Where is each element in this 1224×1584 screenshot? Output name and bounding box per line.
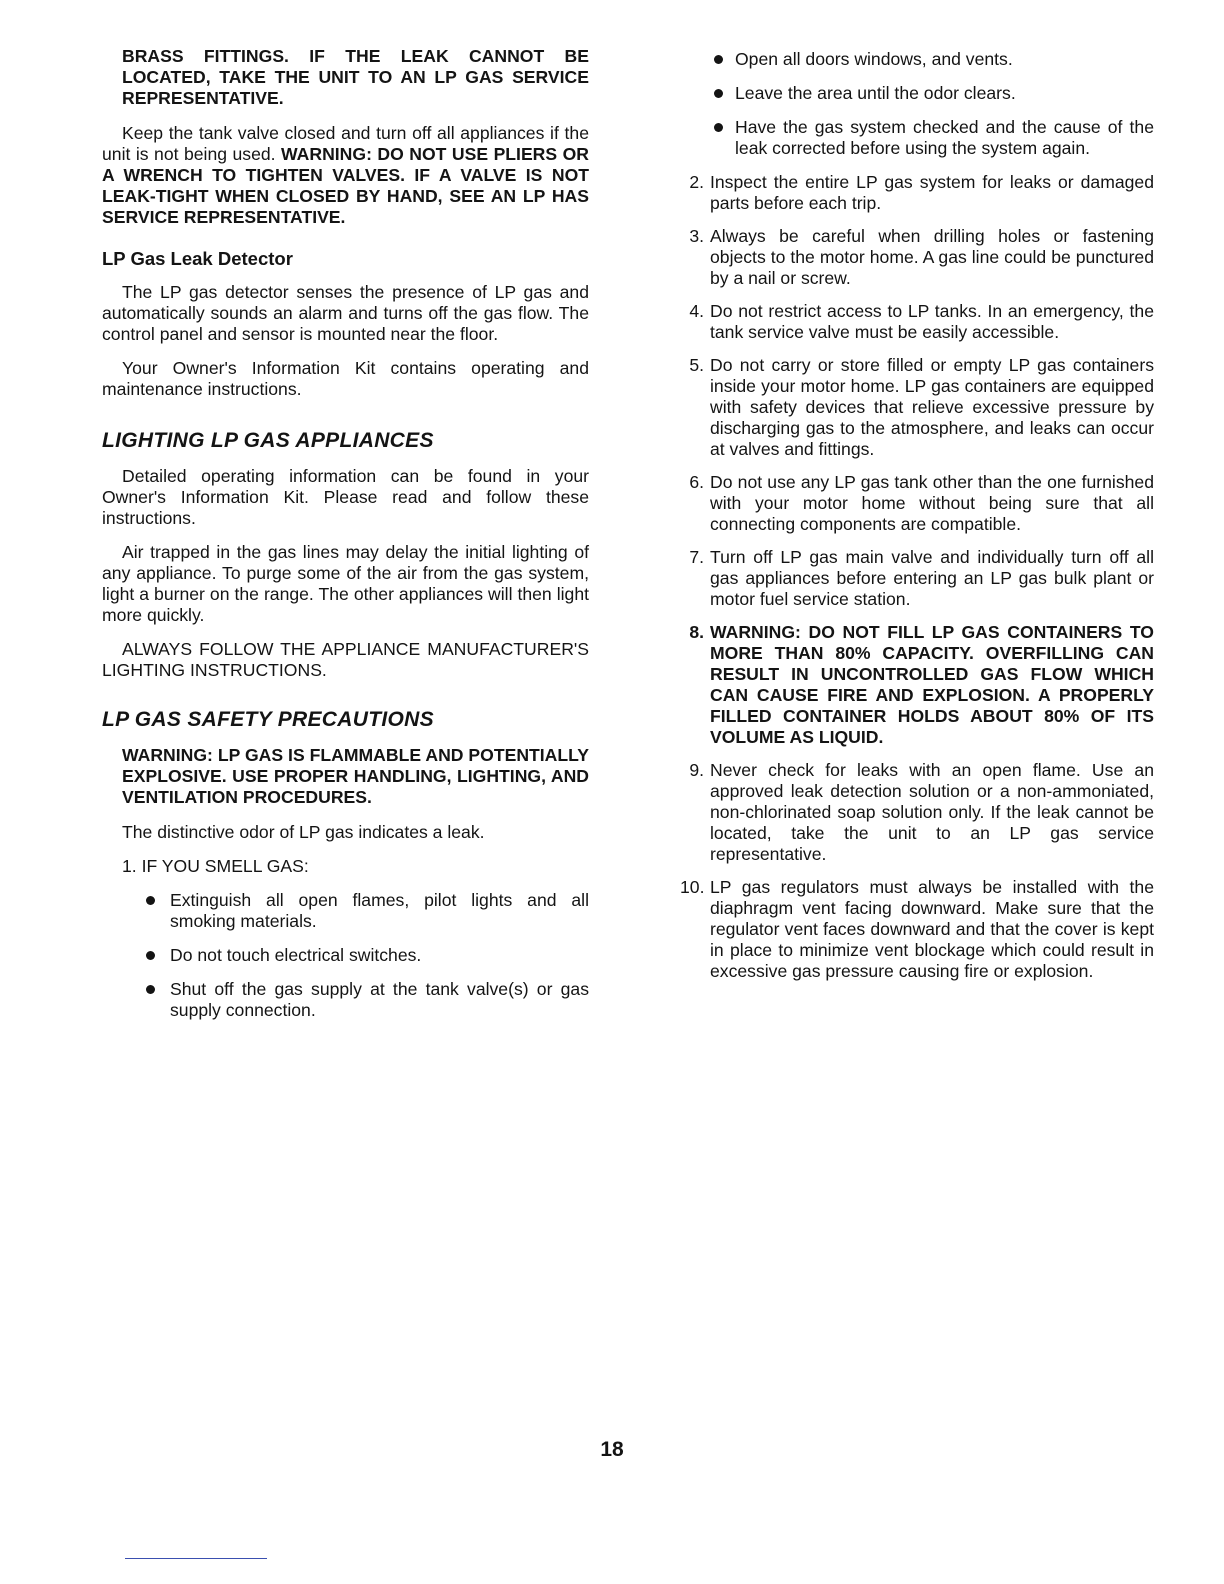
pliers-warning: WARNING: DO NOT USE PLIERS OR A WRENCH TO TIGHTEN VALVES. IF A VALVE IS NOT LEAK-TIGHT WHEN CLOSED BY HAND, SEE AN LP HAS SERVICE REPRESENTATIVE.	[102, 144, 589, 227]
info-kit-paragraph: Your Owner's Information Kit contains operating and maintenance instructions.	[102, 358, 589, 399]
item-text: IF YOU SMELL GAS:	[141, 856, 309, 876]
list-item: 3. Always be careful when drilling holes or fastening objects to the motor home. A gas line could be punctured by a nail or screw.	[689, 226, 1154, 288]
list-item: 6. Do not use any LP gas tank other than the one furnished with your motor home without being sure that all connecting components are compatible.	[689, 472, 1154, 534]
lighting-paragraph-3: ALWAYS FOLLOW THE APPLIANCE MANUFACTURER'S LIGHTING INSTRUCTIONS.	[102, 639, 589, 680]
list-item: Have the gas system checked and the cause of the leak corrected before using the system again.	[686, 117, 1154, 159]
bullet-icon	[146, 985, 155, 994]
bullet-icon	[146, 951, 155, 960]
intro-warning: BRASS FITTINGS. IF THE LEAK CANNOT BE LOCATED, TAKE THE UNIT TO AN LP GAS SERVICE REPRESENTATIVE.	[122, 46, 589, 108]
bullet-icon	[714, 55, 723, 64]
tank-valve-text: Keep the tank valve closed and turn off all appliances if the unit is not being used.	[102, 123, 589, 164]
bullet-icon	[146, 896, 155, 905]
left-column	[102, 46, 589, 1034]
page-number: 18	[600, 1438, 624, 1461]
list-item: 10. LP gas regulators must always be installed with the diaphragm vent facing downward. Make sure that the regulator vent faces downward and that the cover is kept in place to minimize vent blockage which could result in excessive gas pressure causing fire or explosion.	[680, 877, 1154, 981]
item-number: 1.	[122, 856, 137, 876]
list-item: Open all doors windows, and vents.	[686, 49, 1154, 70]
safety-heading: LP GAS SAFETY PRECAUTIONS	[102, 708, 434, 731]
list-item: 2. Inspect the entire LP gas system for leaks or damaged parts before each trip.	[689, 172, 1154, 213]
tank-valve-paragraph	[102, 123, 589, 228]
list-item: 7. Turn off LP gas main valve and individually turn off all gas appliances before entering an LP gas bulk plant or motor fuel service station.	[689, 547, 1154, 609]
list-item: 9. Never check for leaks with an open flame. Use an approved leak detection solution or a non-ammoniated, non-chlorinated soap solution only. If the leak cannot be located, take the unit to an LP gas service representative.	[689, 760, 1154, 864]
precautions-list	[680, 172, 1154, 982]
list-item: Shut off the gas supply at the tank valve(s) or gas supply connection.	[122, 979, 589, 1021]
list-item-warning: 8. WARNING: DO NOT FILL LP GAS CONTAINERS TO MORE THAN 80% CAPACITY. OVERFILLING CAN RESULT IN UNCONTROLLED GAS FLOW WHICH CAN CAUSE FIRE AND EXPLOSION. A PROPERLY FILLED CONTAINER HOLDS ABOUT 80% OF ITS VOLUME AS LIQUID.	[689, 622, 1154, 747]
lighting-paragraph-2: Air trapped in the gas lines may delay the initial lighting of any appliance. To purge some of the air from the gas system, light a burner on the range. The other appliances will then light more quickly.	[102, 542, 589, 625]
list-item: Leave the area until the odor clears.	[686, 83, 1154, 104]
smell-gas-bullets-continued	[686, 49, 1154, 159]
leak-detector-heading: LP Gas Leak Detector	[102, 248, 293, 269]
right-column	[680, 49, 1154, 994]
leak-detector-paragraph: The LP gas detector senses the presence of LP gas and automatically sounds an alarm and turns off the gas flow. The control panel and sensor is mounted near the floor.	[102, 282, 589, 344]
list-item: Extinguish all open flames, pilot lights and all smoking materials.	[122, 890, 589, 932]
bullet-icon	[714, 123, 723, 132]
list-item: 4. Do not restrict access to LP tanks. In an emergency, the tank service valve must be easily accessible.	[689, 301, 1154, 342]
lighting-heading: LIGHTING LP GAS APPLIANCES	[102, 429, 434, 452]
list-item: 5. Do not carry or store filled or empty LP gas containers inside your motor home. LP gas containers are equipped with safety devices that relieve excessive pressure by discharging gas to the atmosphere, and leaks can occur at valves and fittings.	[689, 355, 1154, 459]
lighting-paragraph-1: Detailed operating information can be found in your Owner's Information Kit. Please read and follow these instructions.	[102, 466, 589, 528]
bullet-icon	[714, 89, 723, 98]
odor-paragraph: The distinctive odor of LP gas indicates a leak.	[122, 822, 485, 842]
safety-warning: WARNING: LP GAS IS FLAMMABLE AND POTENTIALLY EXPLOSIVE. USE PROPER HANDLING, LIGHTING, AND VENTILATION PROCEDURES.	[122, 745, 589, 807]
smell-gas-item	[102, 856, 589, 877]
smell-gas-bullets	[102, 890, 589, 1021]
footer-rule	[125, 1558, 267, 1559]
list-item: Do not touch electrical switches.	[122, 945, 589, 966]
